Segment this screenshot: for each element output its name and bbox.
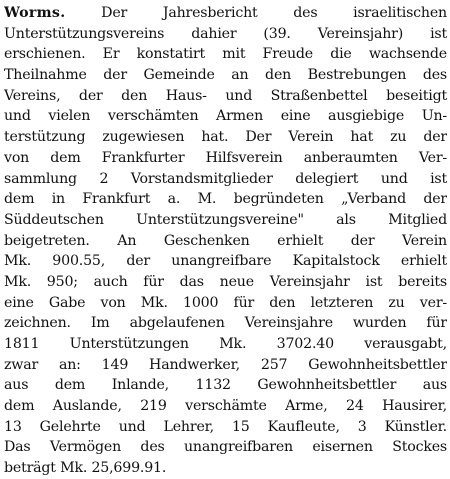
article-line-text: Der Jahresbericht des israelitischen [101,5,447,21]
article-line: sammlung 2 Vorstandsmitglieder delegiert und ist [4,170,447,187]
article-line: terstützung zugewiesen hat. Der Verein hat zu der [4,129,447,146]
article-line-1 [4,3,447,24]
article-line: 13 Gelehrte und Lehrer, 15 Kaufleute, 3 Künstler. [4,418,447,435]
article-line: dem in Frankfurt a. M. begründeten „Verband der [4,191,447,208]
article-line: erschienen. Er konstatirt mit Freude die wachsende [4,46,447,63]
article-headword: Worms. [4,5,66,21]
article-line: Mk. 950; auch für das neue Vereinsjahr ist bereits [4,273,447,290]
article-line: Das Vermögen des unangreifbaren eisernen Stockes [4,439,447,456]
article-line: 1811 Unterstützungen Mk. 3702.40 verausgabt, [4,336,447,352]
article-line: Mk. 900.55, der unangreifbare Kapitalstock erhielt [4,253,447,270]
article-line: und vielen verschämten Armen eine ausgiebige Un- [4,108,447,125]
article-line: Süddeutschen Unterstützungsvereine" als Mitglied [4,211,447,228]
article-line: zwar an: 149 Handwerker, 257 Gewohnheitsbettler [4,356,447,373]
article-line: dem Auslande, 219 verschämte Arme, 24 Hausirer, [4,398,447,415]
article-line: Vereins, der den Haus- und Straßenbettel beseitigt [4,87,447,104]
article-line: beigetreten. An Geschenken erhielt der Verein [4,232,447,249]
article-line: eine Gabe von Mk. 1000 für den letzteren zu ver- [4,294,447,311]
article-line: Theilnahme der Gemeinde an den Bestrebungen des [4,67,447,84]
article-text [4,3,447,479]
article-line: zeichnen. Im abgelaufenen Vereinsjahre wurden für [4,315,447,332]
article-line-last: beträgt Mk. 25,699.91. [4,460,167,477]
article-line: Unterstützungsvereins dahier (39. Vereinsjahr) ist [4,25,447,42]
article-line: von dem Frankfurter Hilfsverein anberaumten Ver- [4,149,447,166]
article-line: aus dem Inlande, 1132 Gewohnheitsbettler aus [4,377,447,394]
